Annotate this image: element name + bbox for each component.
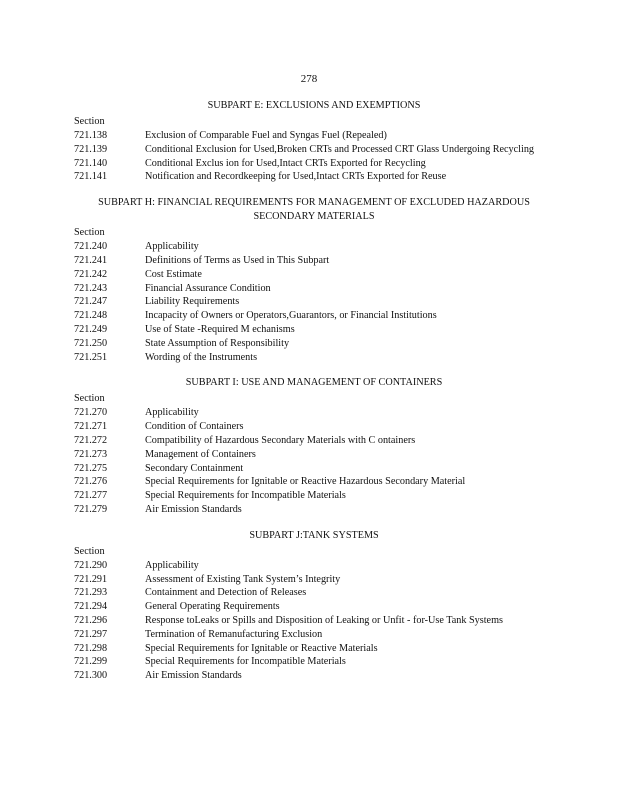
section-row xyxy=(74,170,534,184)
section-number: 721.241 xyxy=(74,254,108,266)
section-label: Section xyxy=(74,393,105,405)
section-number: 721.249 xyxy=(74,323,108,335)
section-row xyxy=(74,573,534,587)
section-number: 721.279 xyxy=(74,503,108,515)
section-label: Section xyxy=(74,545,105,557)
section-row xyxy=(74,559,534,573)
section-number: 721.297 xyxy=(74,628,108,640)
section-list xyxy=(74,129,534,184)
section-number: 721.138 xyxy=(74,130,108,141)
section-number: 721.294 xyxy=(74,601,108,613)
subpart-title: SUBPART H: FINANCIAL REQUIREMENTS FOR MANAGEMENT OF EXCLUDED HAZARDOUS SECONDARY MATERIALS xyxy=(98,197,530,223)
section-number: 721.298 xyxy=(74,642,108,654)
section-title: Termination of Remanufacturing Exclusion xyxy=(145,628,323,640)
section-row xyxy=(74,240,534,254)
section-label: Section xyxy=(74,227,105,239)
section-list xyxy=(74,240,534,364)
section-row xyxy=(74,628,534,642)
section-title: Compatibility of Hazardous Secondary Materials with C ontainers xyxy=(145,434,416,446)
section-row xyxy=(74,655,534,669)
section-number: 721.291 xyxy=(74,573,108,585)
section-number: 721.290 xyxy=(74,559,108,571)
section-row xyxy=(74,475,534,489)
section-title: Condition of Containers xyxy=(145,421,244,433)
subpart-i-block xyxy=(74,376,534,516)
subpart-h-block xyxy=(74,196,534,364)
section-number: 721.271 xyxy=(74,421,108,433)
section-row xyxy=(74,143,534,157)
section-list xyxy=(74,559,534,683)
section-title: Assessment of Existing Tank System’s Integrity xyxy=(145,573,341,585)
section-title: Wording of the Instruments xyxy=(145,351,258,363)
section-title: State Assumption of Responsibility xyxy=(145,337,290,349)
section-title: Exclusion of Comparable Fuel and Syngas Fuel (Repealed) xyxy=(145,130,387,141)
section-row xyxy=(74,614,534,628)
section-row xyxy=(74,642,534,656)
section-title: Definitions of Terms as Used in This Subpart xyxy=(145,254,330,266)
section-title: Applicability xyxy=(145,241,199,253)
section-number: 721.247 xyxy=(74,296,108,308)
section-label: Section xyxy=(74,116,105,127)
section-row xyxy=(74,157,534,171)
section-title: Applicability xyxy=(145,407,199,419)
section-number: 721.293 xyxy=(74,587,108,599)
section-number: 721.250 xyxy=(74,337,108,349)
section-title: Secondary Containment xyxy=(145,462,244,474)
section-title: Applicability xyxy=(145,559,199,571)
section-title: Use of State -Required M echanisms xyxy=(145,323,295,335)
section-number: 721.275 xyxy=(74,462,108,474)
section-row xyxy=(74,462,534,476)
section-title: Notification and Recordkeeping for Used,Intact CRTs Exported for Reuse xyxy=(145,171,447,183)
section-number: 721.251 xyxy=(74,351,108,363)
subpart-title: SUBPART J:TANK SYSTEMS xyxy=(249,529,379,541)
subpart-title: SUBPART I: USE AND MANAGEMENT OF CONTAINERS xyxy=(185,377,443,389)
section-title: Special Requirements for Ignitable or Reactive Hazardous Secondary Material xyxy=(145,476,466,488)
page-number: 278 xyxy=(300,73,318,85)
section-number: 721.272 xyxy=(74,434,108,446)
section-number: 721.277 xyxy=(74,490,108,502)
section-title: Air Emission Standards xyxy=(145,670,242,682)
section-row xyxy=(74,489,534,503)
section-row xyxy=(74,503,534,517)
section-row xyxy=(74,295,534,309)
section-title: Response toLeaks or Spills and Disposition of Leaking or Unfit - for-Use Tank Systems xyxy=(145,614,503,626)
section-number: 721.276 xyxy=(74,476,108,488)
section-title: Cost Estimate xyxy=(145,268,202,280)
subpart-e-block xyxy=(74,99,534,184)
table-of-contents xyxy=(74,99,534,695)
section-row xyxy=(74,129,534,143)
section-row xyxy=(74,586,534,600)
section-row xyxy=(74,254,534,268)
section-list xyxy=(74,406,534,516)
section-row xyxy=(74,600,534,614)
section-title: Financial Assurance Condition xyxy=(145,282,271,294)
section-title: Containment and Detection of Releases xyxy=(145,587,307,599)
section-row xyxy=(74,282,534,296)
section-row xyxy=(74,406,534,420)
section-title: Management of Containers xyxy=(145,448,256,460)
section-title: Air Emission Standards xyxy=(145,503,242,515)
section-title: Conditional Exclus ion for Used,Intact CRTs Exported for Recycling xyxy=(145,157,426,169)
section-number: 721.141 xyxy=(74,171,108,183)
section-number: 721.243 xyxy=(74,282,108,294)
section-title: General Operating Requirements xyxy=(145,601,280,613)
section-row xyxy=(74,323,534,337)
section-title: Special Requirements for Incompatible Materials xyxy=(145,490,346,502)
section-row xyxy=(74,337,534,351)
section-number: 721.140 xyxy=(74,157,108,169)
section-title: Incapacity of Owners or Operators,Guarantors, or Financial Institutions xyxy=(145,310,437,322)
section-title: Special Requirements for Ignitable or Reactive Materials xyxy=(145,642,378,654)
section-title: Special Requirements for Incompatible Materials xyxy=(145,656,346,668)
section-number: 721.248 xyxy=(74,310,108,322)
section-title: Conditional Exclusion for Used,Broken CRTs and Processed CRT Glass Undergoing Recycling xyxy=(145,143,535,155)
section-row xyxy=(74,669,534,683)
section-number: 721.273 xyxy=(74,448,108,460)
section-number: 721.300 xyxy=(74,670,108,682)
section-row xyxy=(74,268,534,282)
subpart-j-block xyxy=(74,529,534,683)
section-title: Liability Requirements xyxy=(145,296,240,308)
section-number: 721.139 xyxy=(74,143,108,155)
section-row xyxy=(74,309,534,323)
subpart-title: SUBPART E: EXCLUSIONS AND EXEMPTIONS xyxy=(207,100,421,111)
section-row xyxy=(74,351,534,365)
section-number: 721.299 xyxy=(74,656,108,668)
section-number: 721.240 xyxy=(74,241,108,253)
section-number: 721.270 xyxy=(74,407,108,419)
section-number: 721.242 xyxy=(74,268,108,280)
section-row xyxy=(74,448,534,462)
section-row xyxy=(74,434,534,448)
section-row xyxy=(74,420,534,434)
section-number: 721.296 xyxy=(74,614,108,626)
